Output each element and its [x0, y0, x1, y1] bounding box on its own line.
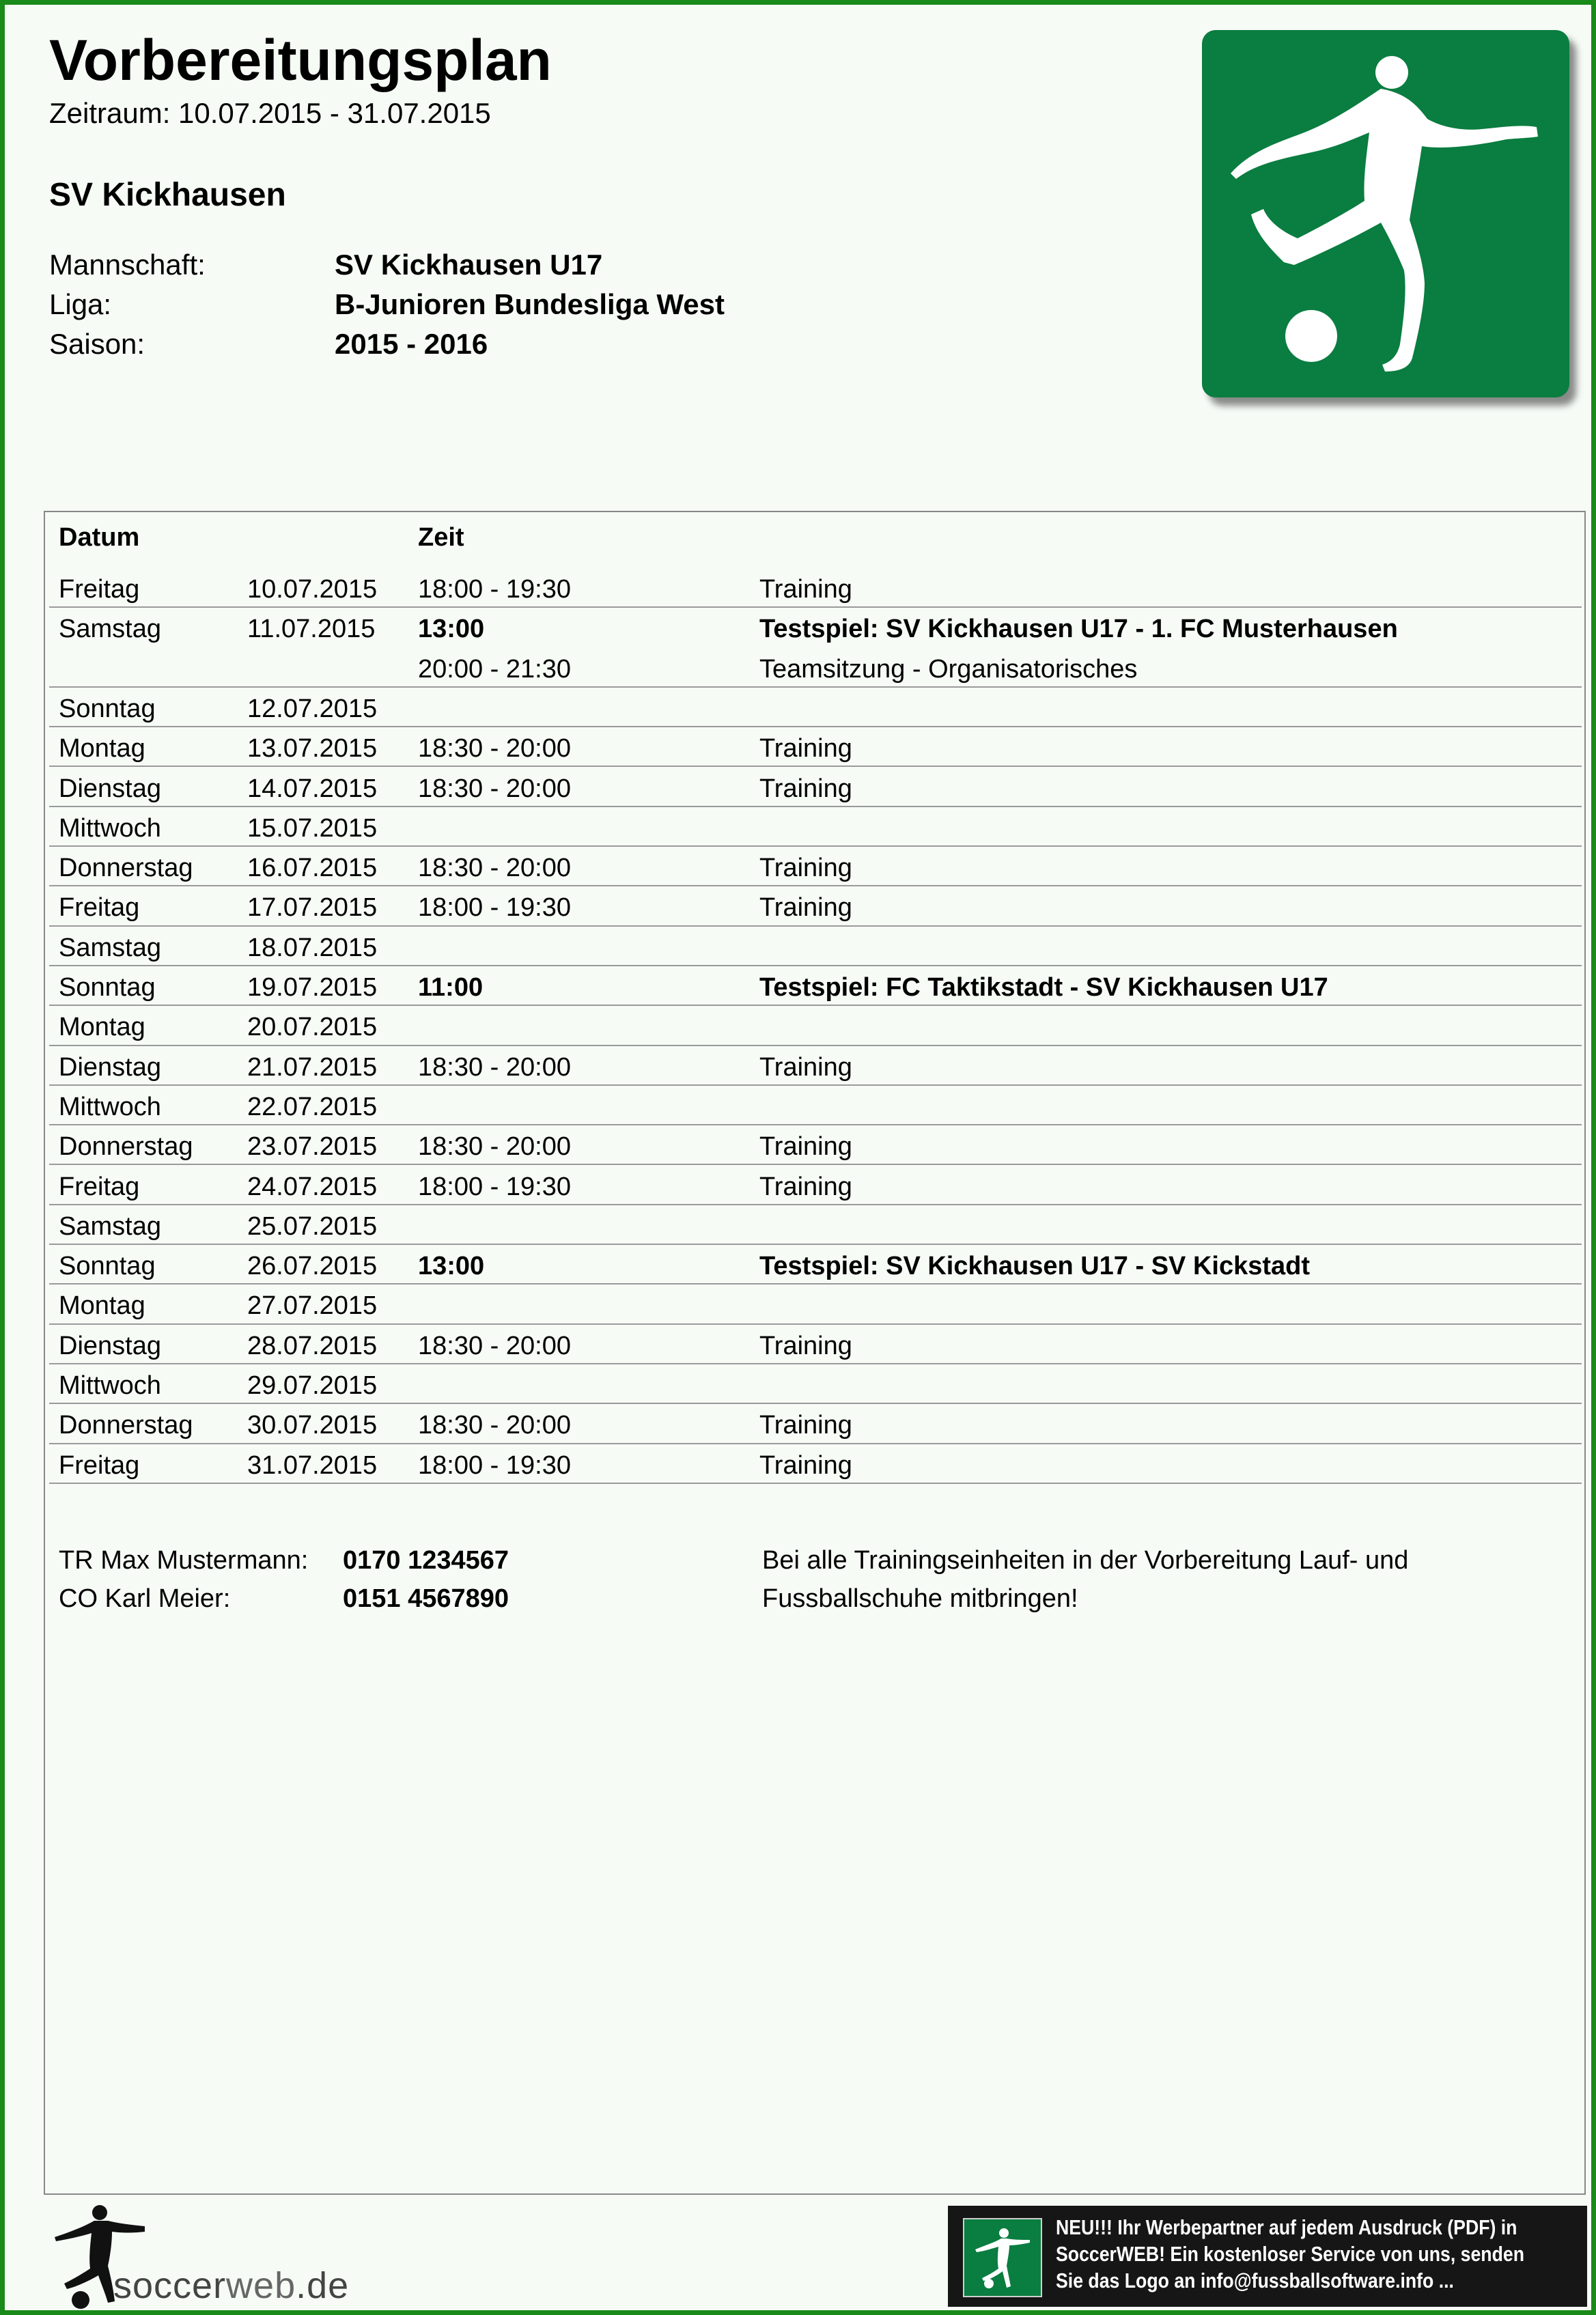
table-row: [49, 886, 1582, 926]
club-name: SV Kickhausen: [49, 177, 286, 213]
contact-phone: 0170 1234567: [343, 1546, 509, 1575]
cell-time: 18:30 - 20:00: [418, 1411, 571, 1440]
table-row: [49, 648, 1582, 688]
cell-date: 14.07.2015: [247, 774, 378, 803]
cell-date: 29.07.2015: [247, 1371, 378, 1400]
ad-text: [1056, 2214, 1524, 2294]
table-row: [49, 1364, 1582, 1404]
cell-event: Training: [759, 1172, 852, 1201]
table-row: [49, 847, 1582, 886]
table-row: [49, 688, 1582, 727]
table-row: [49, 1006, 1582, 1046]
note-line: Fussballschuhe mitbringen!: [762, 1584, 1078, 1613]
cell-day: Donnerstag: [59, 854, 193, 883]
info-value: SV Kickhausen U17: [335, 249, 603, 281]
footer-brand: [113, 2264, 349, 2307]
cell-time: 18:00 - 19:30: [418, 1450, 571, 1480]
cell-date: 12.07.2015: [247, 694, 378, 723]
cell-date: 27.07.2015: [247, 1291, 378, 1321]
brand-part: .de: [296, 2265, 350, 2306]
cell-event: Training: [759, 1132, 852, 1162]
info-row-team: [49, 249, 869, 288]
cell-day: Dienstag: [59, 774, 161, 803]
cell-date: 22.07.2015: [247, 1092, 378, 1121]
info-row-league: [49, 288, 869, 328]
cell-date: 13.07.2015: [247, 734, 378, 763]
contact-phone: 0151 4567890: [343, 1584, 509, 1613]
cell-event: Testspiel: SV Kickhausen U17 - 1. FC Musterhausen: [759, 615, 1398, 644]
page-title: Vorbereitungsplan: [49, 28, 552, 92]
ad-line: NEU!!! Ihr Werbepartner auf jedem Ausdruck (PDF) in: [1056, 2215, 1517, 2239]
ad-logo: [963, 2218, 1042, 2297]
header-datum: Datum: [59, 523, 140, 552]
table-row: [49, 1285, 1582, 1324]
cell-event: Training: [759, 734, 852, 763]
cell-time: 11:00: [418, 973, 484, 1002]
schedule-table: [44, 511, 1586, 2195]
cell-event: Training: [759, 854, 852, 883]
cell-day: Samstag: [59, 933, 161, 962]
cell-time: 18:30 - 20:00: [418, 774, 571, 803]
cell-event: Training: [759, 1450, 852, 1480]
table-row: [49, 927, 1582, 966]
cell-date: 31.07.2015: [247, 1450, 378, 1480]
cell-day: Freitag: [59, 893, 140, 923]
table-row: [49, 768, 1582, 807]
table-row: [49, 1086, 1582, 1125]
cell-day: Sonntag: [59, 1252, 156, 1281]
cell-date: 30.07.2015: [247, 1411, 378, 1440]
table-row: [49, 1205, 1582, 1245]
date-range: Zeitraum: 10.07.2015 - 31.07.2015: [49, 97, 491, 129]
cell-day: Mittwoch: [59, 1371, 161, 1400]
cell-date: 15.07.2015: [247, 813, 378, 843]
cell-date: 20.07.2015: [247, 1013, 378, 1042]
table-row: [49, 1125, 1582, 1165]
cell-time: 18:00 - 19:30: [418, 575, 571, 604]
table-row: [49, 727, 1582, 767]
cell-day: Sonntag: [59, 973, 156, 1002]
cell-time: 18:30 - 20:00: [418, 1052, 571, 1082]
ad-banner[interactable]: [948, 2206, 1587, 2307]
cell-day: Dienstag: [59, 1331, 161, 1360]
soccer-player-icon: [964, 2219, 1041, 2296]
cell-date: 24.07.2015: [247, 1172, 378, 1201]
cell-date: 28.07.2015: [247, 1331, 378, 1360]
cell-event: Training: [759, 893, 852, 923]
cell-date: 26.07.2015: [247, 1252, 378, 1281]
contact-name: TR Max Mustermann:: [59, 1546, 309, 1575]
table-row: [49, 608, 1582, 647]
soccer-ball-icon: [1285, 310, 1337, 362]
table-row: [49, 1325, 1582, 1364]
cell-day: Mittwoch: [59, 813, 161, 843]
brand-part: soccer: [113, 2265, 227, 2306]
info-label: Mannschaft:: [49, 249, 206, 281]
cell-date: 11.07.2015: [247, 615, 376, 644]
header-zeit: Zeit: [418, 523, 464, 552]
cell-date: 19.07.2015: [247, 973, 378, 1002]
cell-day: Samstag: [59, 615, 161, 644]
cell-day: Sonntag: [59, 694, 156, 723]
cell-time: 18:30 - 20:00: [418, 734, 571, 763]
cell-date: 25.07.2015: [247, 1211, 378, 1241]
cell-day: Mittwoch: [59, 1092, 161, 1121]
cell-day: Samstag: [59, 1211, 161, 1241]
table-row: [49, 807, 1582, 847]
cell-time: 18:00 - 19:30: [418, 893, 571, 923]
ad-line: Sie das Logo an info@fussballsoftware.info ...: [1056, 2269, 1454, 2292]
cell-time: 18:30 - 20:00: [418, 854, 571, 883]
cell-date: 17.07.2015: [247, 893, 378, 923]
cell-event: Testspiel: FC Taktikstadt - SV Kickhausen U17: [759, 973, 1328, 1002]
cell-date: 16.07.2015: [247, 854, 378, 883]
cell-event: Testspiel: SV Kickhausen U17 - SV Kickstadt: [759, 1252, 1311, 1281]
club-logo: [1202, 30, 1569, 397]
ad-line: SoccerWEB! Ein kostenloser Service von uns, senden: [1056, 2242, 1524, 2266]
cell-day: Donnerstag: [59, 1132, 193, 1162]
brand-part: web: [226, 2265, 296, 2306]
cell-date: 10.07.2015: [247, 575, 378, 604]
cell-event: Training: [759, 1411, 852, 1440]
cell-day: Freitag: [59, 575, 140, 604]
table-row: [49, 966, 1582, 1006]
cell-date: 23.07.2015: [247, 1132, 378, 1162]
info-label: Liga:: [49, 288, 112, 320]
info-value: B-Junioren Bundesliga West: [335, 288, 725, 320]
cell-event: Training: [759, 1052, 852, 1082]
table-row: [49, 1444, 1582, 1484]
cell-day: Freitag: [59, 1172, 140, 1201]
cell-event: Teamsitzung - Organisatorisches: [759, 654, 1138, 684]
cell-day: Freitag: [59, 1450, 140, 1480]
info-row-season: [49, 328, 869, 367]
table-row: [49, 1046, 1582, 1086]
cell-time: 18:00 - 19:30: [418, 1172, 571, 1201]
cell-event: Training: [759, 575, 852, 604]
cell-date: 21.07.2015: [247, 1052, 378, 1082]
table-row: [49, 1404, 1582, 1444]
cell-day: Montag: [59, 1013, 145, 1042]
cell-day: Donnerstag: [59, 1411, 193, 1440]
soccer-player-icon: [1202, 30, 1569, 397]
cell-day: Montag: [59, 1291, 145, 1321]
cell-day: Montag: [59, 734, 145, 763]
cell-event: Training: [759, 774, 852, 803]
info-label: Saison:: [49, 328, 145, 360]
cell-date: 18.07.2015: [247, 933, 378, 962]
info-value: 2015 - 2016: [335, 328, 488, 360]
table-row: [49, 568, 1582, 608]
cell-time: 18:30 - 20:00: [418, 1132, 571, 1162]
contact-name: CO Karl Meier:: [59, 1584, 231, 1613]
cell-event: Training: [759, 1331, 852, 1360]
cell-day: Dienstag: [59, 1052, 161, 1082]
cell-time: 13:00: [418, 1252, 485, 1281]
table-row: [49, 1166, 1582, 1205]
cell-time: 20:00 - 21:30: [418, 654, 571, 684]
table-row: [49, 1245, 1582, 1285]
cell-time: 18:30 - 20:00: [418, 1331, 571, 1360]
note-line: Bei alle Trainingseinheiten in der Vorbereitung Lauf- und: [762, 1546, 1409, 1575]
cell-time: 13:00: [418, 615, 485, 644]
